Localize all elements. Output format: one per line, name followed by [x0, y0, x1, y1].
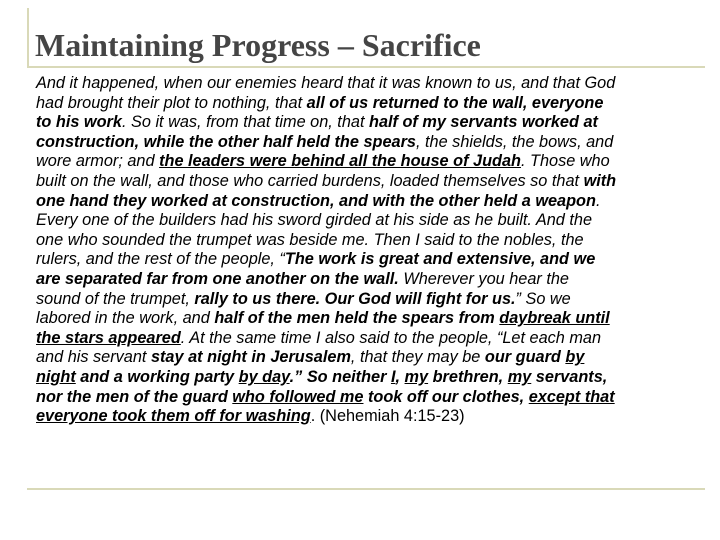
- passage-segment: . So it was, from that time on, that: [121, 113, 369, 132]
- passage-segment: our guard: [484, 348, 566, 367]
- scripture-passage: [36, 74, 712, 427]
- passage-line: [36, 250, 712, 270]
- passage-line: [36, 407, 712, 427]
- passage-line: [36, 211, 712, 231]
- passage-segment: had brought their plot to nothing, that: [36, 93, 307, 112]
- passage-segment: my: [507, 367, 532, 386]
- passage-segment: by day: [238, 367, 290, 386]
- passage-segment: and his servant: [36, 348, 151, 367]
- bottom-rule: [27, 488, 705, 490]
- passage-segment: everyone took them off for washing: [36, 407, 311, 426]
- passage-segment: , the shields, the bows, and: [415, 132, 614, 151]
- passage-segment: ” So we: [515, 289, 571, 308]
- passage-segment: .: [595, 191, 601, 210]
- passage-segment: are separated far from one another on the wall.: [36, 269, 399, 288]
- passage-segment: . At the same time I also said to the people, “Let each man: [180, 328, 602, 347]
- passage-segment: except that: [528, 387, 615, 406]
- passage-segment: who followed me: [232, 387, 364, 406]
- passage-segment: Every one of the builders had his sword girded at his side as he built. And the: [36, 211, 593, 230]
- title-underline-rule: [27, 66, 705, 68]
- passage-segment: to his work: [36, 113, 122, 132]
- passage-line: [36, 309, 712, 329]
- passage-segment: rally to us there. Our God will fight for us.: [194, 289, 516, 308]
- passage-segment: built on the wall, and those who carried burdens, loaded themselves so that: [36, 171, 584, 190]
- passage-segment: construction, while the other half held the spears: [36, 132, 416, 151]
- passage-segment: nor the men of the guard: [36, 387, 233, 406]
- passage-segment: ,: [395, 367, 405, 386]
- passage-segment: Wherever you hear the: [398, 269, 569, 288]
- passage-segment: daybreak until: [499, 309, 610, 328]
- passage-segment: and a working party: [75, 367, 239, 386]
- passage-line: [36, 290, 712, 310]
- passage-segment: . Those who: [520, 152, 610, 171]
- passage-segment: all of us returned to the wall, everyone: [306, 93, 604, 112]
- passage-segment: night: [36, 367, 76, 386]
- passage-line: [36, 113, 712, 133]
- title-vertical-rule: [27, 8, 29, 66]
- passage-segment: one hand they worked at construction, and with the other held a weapon: [36, 191, 596, 210]
- passage-segment: took off our clothes,: [363, 387, 529, 406]
- passage-line: [36, 348, 712, 368]
- passage-line: [36, 192, 712, 212]
- passage-segment: half of my servants worked at: [369, 113, 598, 132]
- passage-line: [36, 231, 712, 251]
- passage-segment: wore armor; and: [36, 152, 160, 171]
- passage-line: [36, 329, 712, 349]
- passage-segment: my: [404, 367, 429, 386]
- passage-line: [36, 172, 712, 192]
- passage-line: [36, 152, 712, 172]
- passage-line: [36, 133, 712, 153]
- passage-line: [36, 94, 712, 114]
- passage-segment: half of the men held the spears from: [214, 309, 500, 328]
- passage-segment: , that they may be: [350, 348, 485, 367]
- passage-segment: with: [583, 171, 617, 190]
- passage-line: [36, 74, 712, 94]
- passage-segment: servants,: [531, 367, 608, 386]
- passage-segment: the leaders were behind all the house of Judah: [159, 152, 521, 171]
- passage-segment: by: [565, 348, 585, 367]
- passage-segment: . (Nehemiah 4:15-23): [310, 407, 465, 426]
- slide-title: Maintaining Progress – Sacrifice: [35, 27, 481, 63]
- passage-segment: rulers, and the rest of the people, “: [36, 250, 285, 269]
- passage-segment: I: [390, 367, 396, 386]
- passage-segment: the stars appeared: [36, 328, 181, 347]
- passage-line: [36, 388, 712, 408]
- passage-line: [36, 368, 712, 388]
- passage-segment: The work is great and extensive, and we: [284, 250, 596, 269]
- passage-segment: stay at night in Jerusalem: [150, 348, 351, 367]
- passage-segment: labored in the work, and: [36, 309, 215, 328]
- passage-segment: .” So neither: [289, 367, 391, 386]
- passage-segment: sound of the trumpet,: [36, 289, 195, 308]
- passage-segment: one who sounded the trumpet was beside me. Then I said to the nobles, the: [36, 230, 584, 249]
- passage-line: [36, 270, 712, 290]
- passage-segment: And it happened, when our enemies heard that it was known to us, and that God: [36, 74, 616, 92]
- passage-segment: brethren,: [428, 367, 508, 386]
